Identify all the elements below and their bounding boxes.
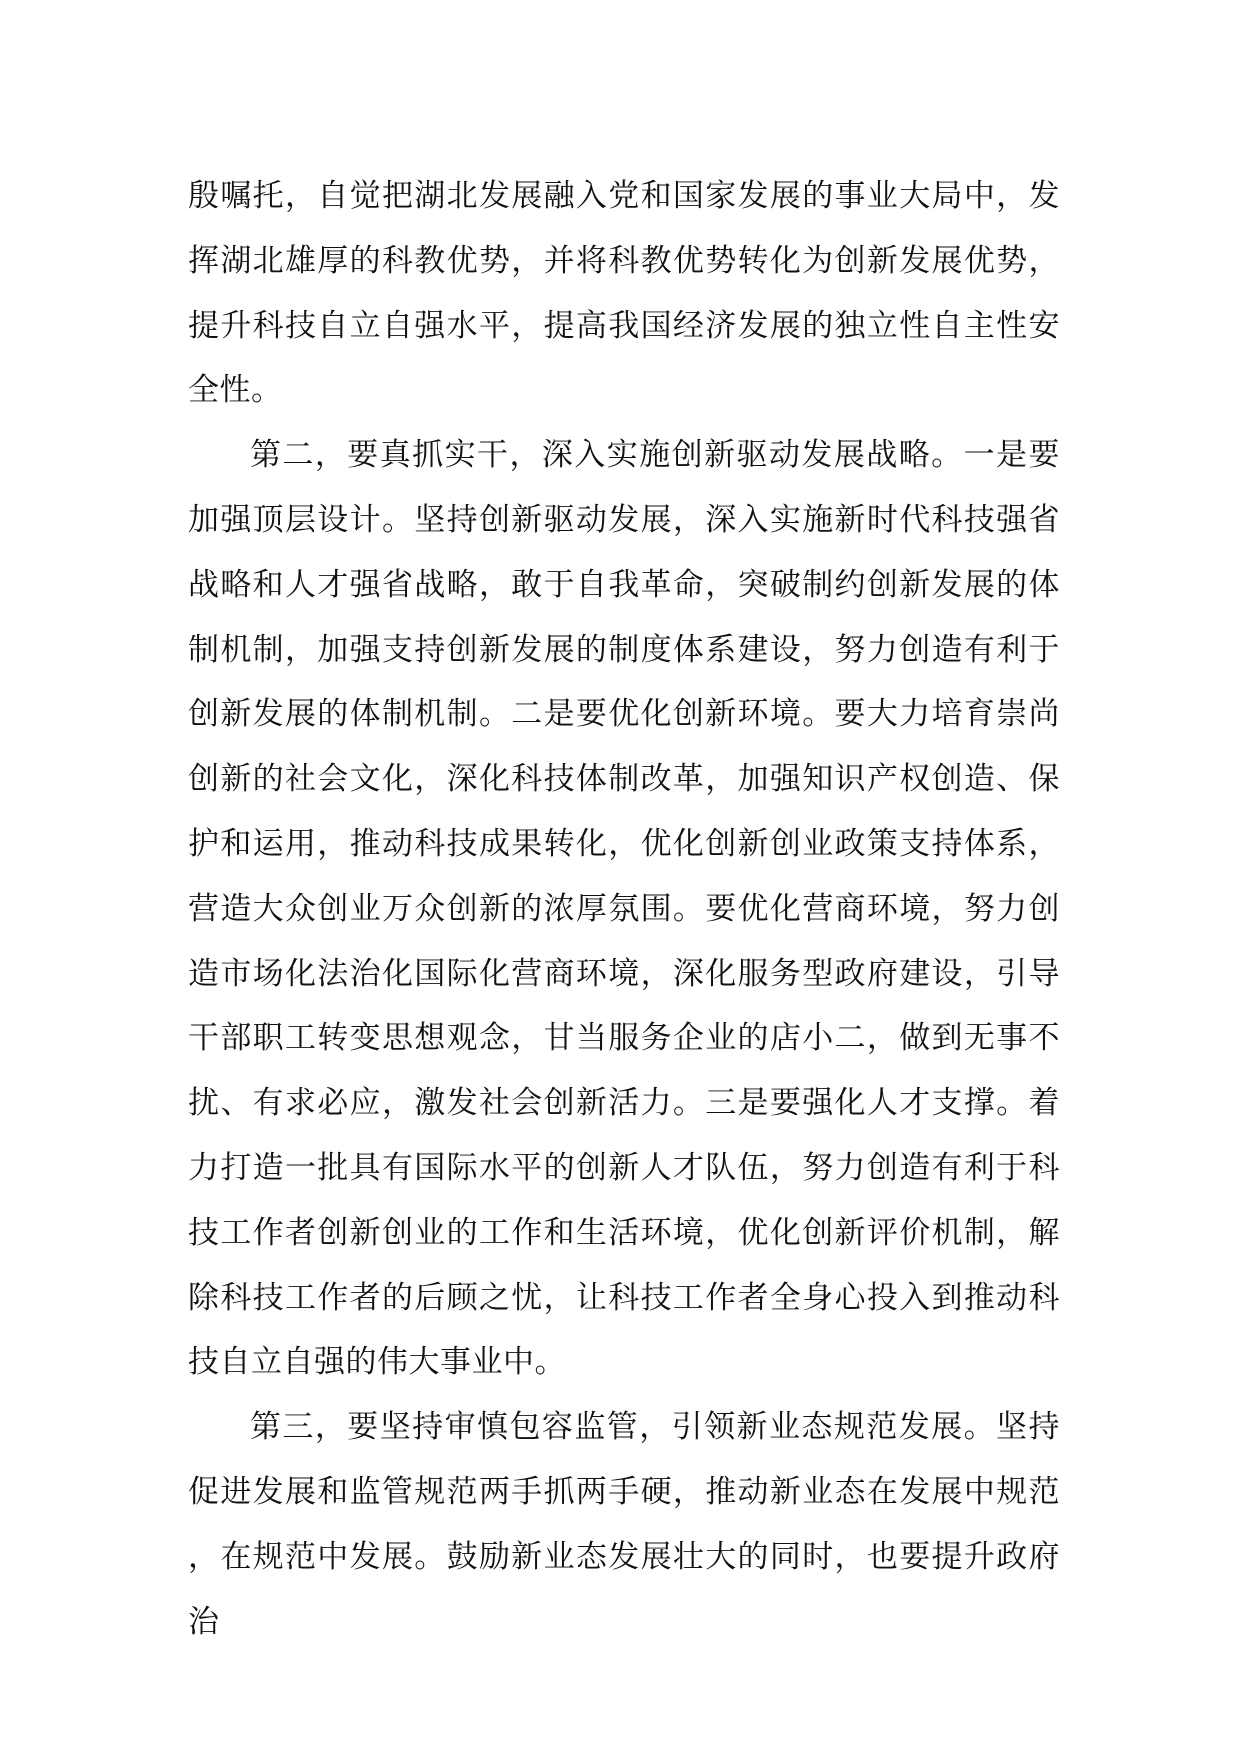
paragraph-3: 第三，要坚持审慎包容监管，引领新业态规范发展。坚持促进发展和监管规范两手抓两手硬，推动新业态在发展中规范，在规范中发展。鼓励新业态发展壮大的同时，也要提升政府治	[188, 1409, 1060, 1640]
paragraph-2: 第二，要真抓实干，深入实施创新驱动发展战略。一是要加强顶层设计。坚持创新驱动发展，深入实施新时代科技强省战略和人才强省战略，敢于自我革命，突破制约创新发展的体制机制，加强支持创新发展的制度体系建设，努力创造有利于创新发展的体制机制。二是要优化创新环境。要大力培育崇尚创新的社会文化，深化科技体制改革，加强知识产权创造、保护和运用，推动科技成果转化，优化创新创业政策支持体系，营造大众创业万众创新的浓厚氛围。要优化营商环境，努力创造市场化法治化国际化营商环境，深化服务型政府建设，引导干部职工转变思想观念，甘当服务企业的店小二，做到无事不扰、有求必应，激发社会创新活力。三是要强化人才支撑。着力打造一批具有国际水平的创新人才队伍，努力创造有利于科技工作者创新创业的工作和生活环境，优化创新评价机制，解除科技工作者的后顾之忧，让科技工作者全身心投入到推动科技自立自强的伟大事业中。	[188, 437, 1060, 1381]
paragraph-1: 殷嘱托，自觉把湖北发展融入党和国家发展的事业大局中，发挥湖北雄厚的科教优势，并将科教优势转化为创新发展优势，提升科技自立自强水平，提高我国经济发展的独立性自主性安全性。	[188, 178, 1060, 409]
document-body	[188, 164, 1060, 1654]
